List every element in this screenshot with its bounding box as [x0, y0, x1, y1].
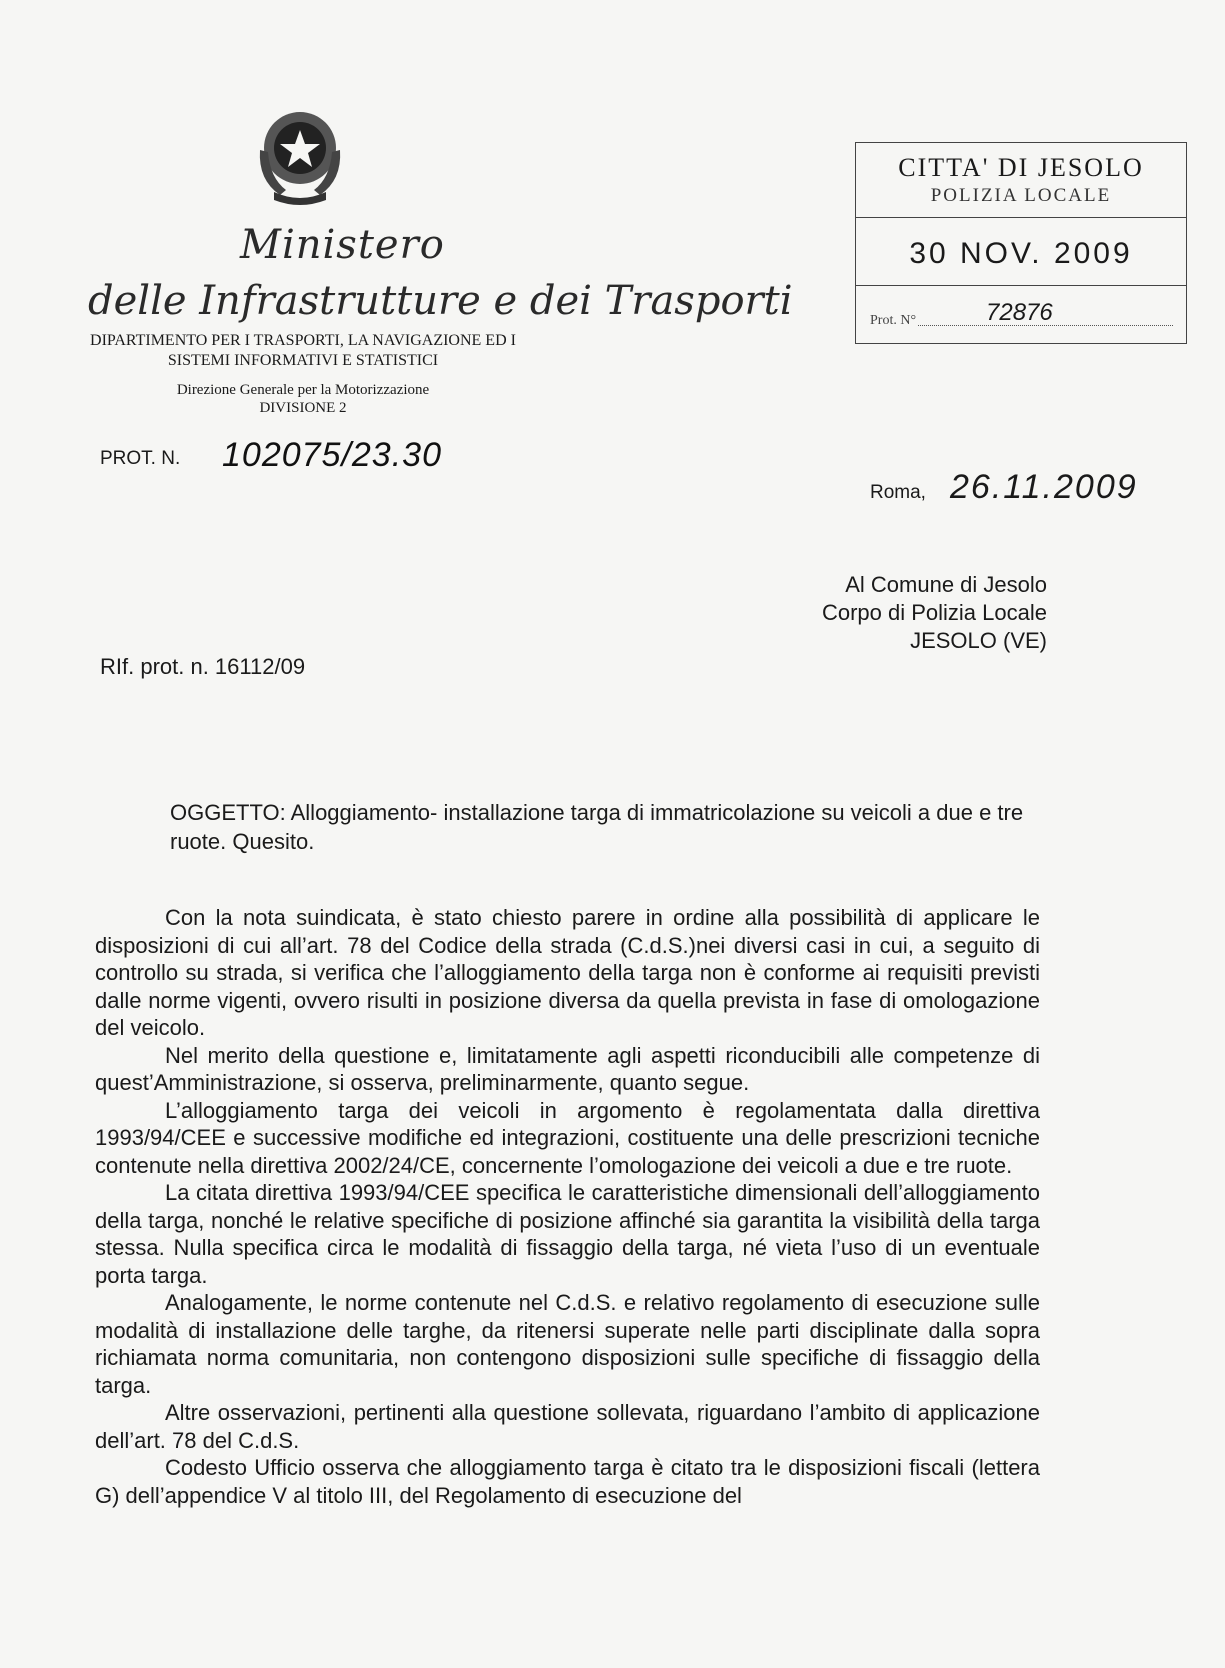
stamp-office: POLIZIA LOCALE [930, 185, 1112, 206]
place-label: Roma, [870, 482, 926, 503]
department-line-1: DIPARTIMENTO PER I TRASPORTI, LA NAVIGAZIONE ED I [90, 332, 516, 349]
paragraph: L’alloggiamento targa dei veicoli in argomento è regolamentata dalla direttiva 1993/94/CEE e successive modifiche ed integrazioni, costituente una delle prescrizioni tecniche contenute nella direttiva 2002/24/CE, concernente l’omologazione dei veicoli a due e tre ruote. [95, 1097, 1040, 1178]
recipient-line-1: Al Comune di Jesolo [845, 572, 1047, 597]
protocol-label: PROT. N. [100, 448, 181, 469]
reference-protocol: RIf. prot. n. 16112/09 [100, 654, 306, 679]
paragraph: Nel merito della questione e, limitatamente agli aspetti riconducibili alle competenze di quest’Amministrazione, si osserva, preliminarmente, quanto segue. [95, 1042, 1040, 1095]
paragraph: Altre osservazioni, pertinenti alla questione sollevata, riguardano l’ambito di applicazione dell’art. 78 del C.d.S. [95, 1400, 1040, 1453]
paragraph: Codesto Ufficio osserva che alloggiamento targa è citato tra le disposizioni fiscali (lettera G) dell’appendice V al titolo III, del Regolamento di esecuzione del [95, 1455, 1040, 1508]
stamp-protocol-label: Prot. N° [870, 313, 917, 328]
paragraph: Analogamente, le norme contenute nel C.d.S. e relativo regolamento di esecuzione sulle modalità di installazione delle targhe, da ritenersi superate nelle parti disciplinate dalla sopra richiamata norma comunitaria, non contengono disposizioni sulle specifiche di fissaggio della targa. [95, 1290, 1040, 1398]
paragraph: Con la nota suindicata, è stato chiesto parere in ordine alla possibilità di applicare le disposizioni di cui all’art. 78 del Codice della strada (C.d.S.)nei diversi casi in cui, a seguito di controllo su strada, si verifica che l’alloggiamento della targa non è conforme ai requisiti previsti dalle norme vigenti, ovvero risulti in posizione diversa da quella prevista in fase di omologazione del veicolo. [95, 905, 1040, 1040]
stamp-divider [856, 285, 1186, 286]
letter-body [95, 904, 1040, 1509]
paragraph: La citata direttiva 1993/94/CEE specifica le caratteristiche dimensionali dell’alloggiamento della targa, nonché le relative specifiche di posizione affinché sia garantita la visibilità della targa stessa. Nulla specifica circa le modalità di fissaggio della targa, né vieta l’uso di un eventuale porta targa. [95, 1180, 1040, 1288]
ministry-title: Ministero [240, 222, 445, 268]
directorate: Direzione Generale per la Motorizzazione [176, 382, 430, 398]
ministry-subtitle: delle Infrastrutture e dei Trasporti [88, 278, 793, 324]
stamp-protocol-number: 72876 [986, 299, 1053, 326]
letter-date-handwritten: 26.11.2009 [950, 468, 1138, 506]
subject-line: OGGETTO: Alloggiamento- installazione targa di immatricolazione su veicoli a due e tre ruote. Quesito. [170, 800, 1024, 854]
republic-emblem-icon [240, 100, 360, 210]
stamp-divider [856, 217, 1186, 218]
stamp-date: 30 NOV. 2009 [909, 237, 1133, 270]
recipient-line-3: JESOLO (VE) [910, 628, 1047, 653]
protocol-number-handwritten: 102075/23.30 [222, 436, 442, 474]
stamp-city: CITTA' DI JESOLO [898, 153, 1144, 182]
department-line-2: SISTEMI INFORMATIVI E STATISTICI [167, 352, 439, 369]
division: DIVISIONE 2 [259, 400, 347, 416]
recipient-line-2: Corpo di Polizia Locale [821, 600, 1047, 625]
reception-stamp [855, 142, 1187, 344]
